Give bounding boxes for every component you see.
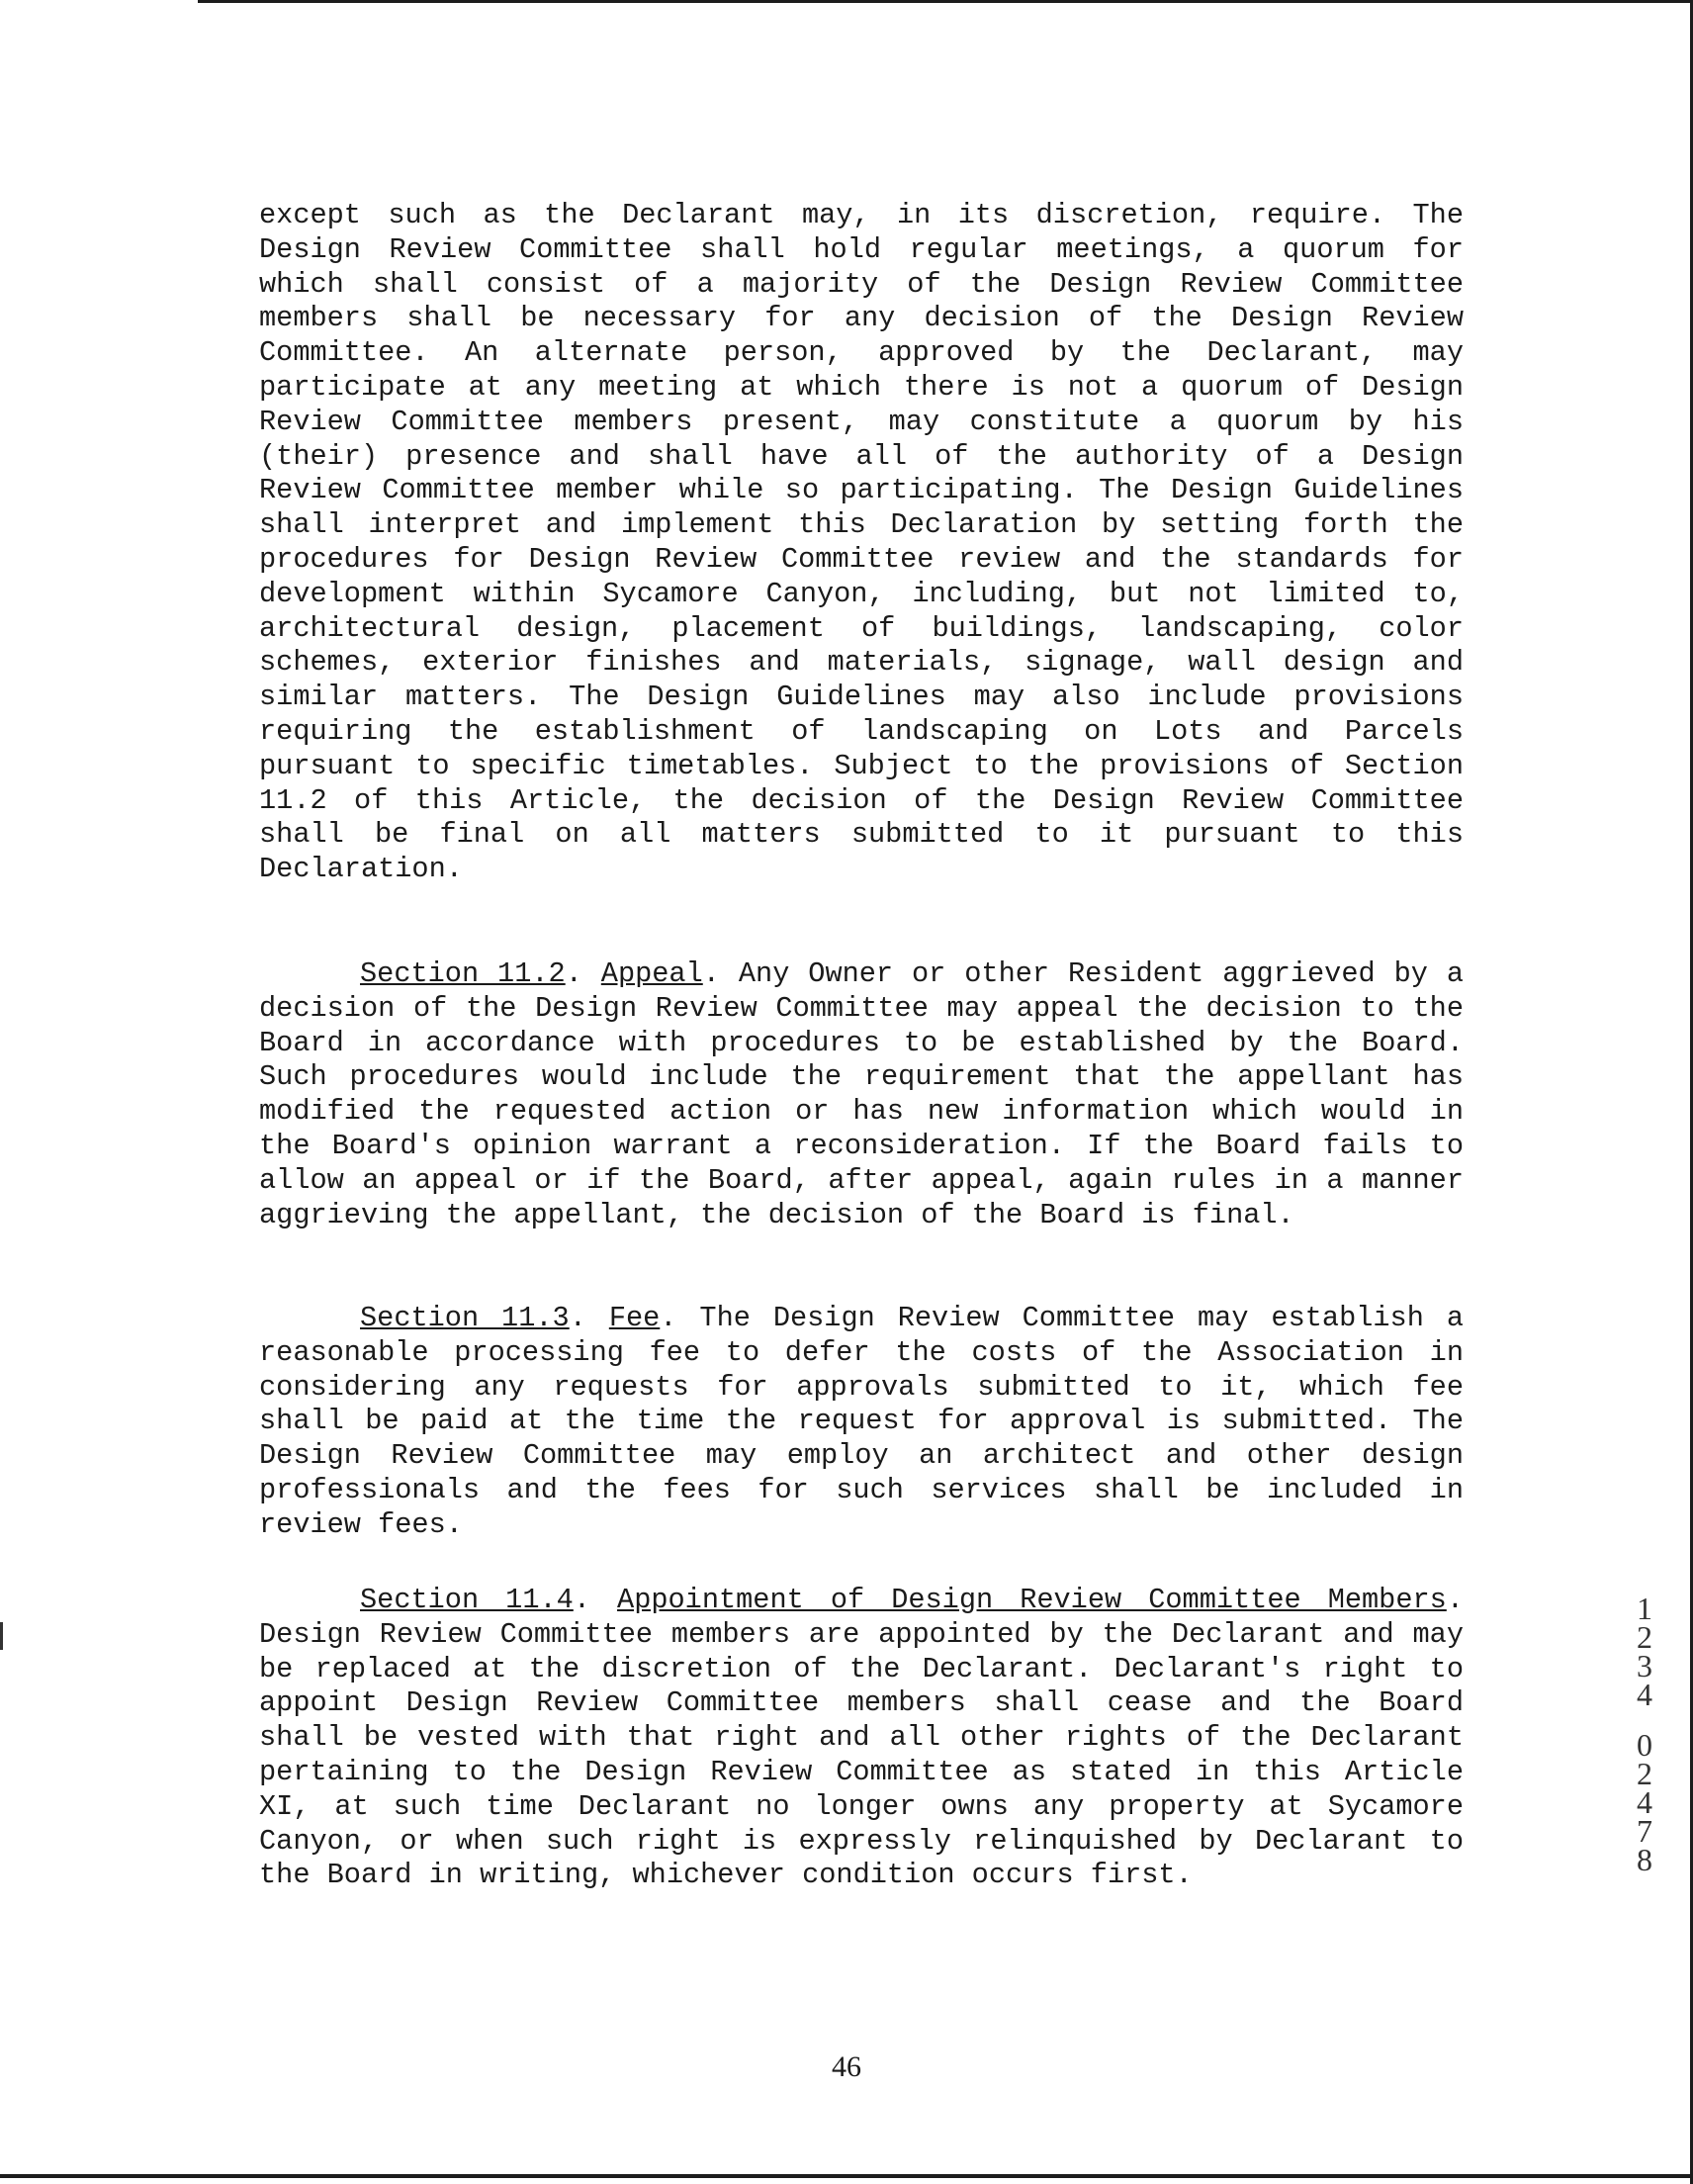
section-number: Section 11.3 (360, 1302, 570, 1334)
section-11-2: Section 11.2. Appeal. Any Owner or other Resident aggrieved by a decision of the Design Review Committee may appeal the decision to the Board in accordance with procedures to be established by the Board. Such procedures would include the requirement that the appellant has modified the requested action or has new information which would in the Board's opinion warrant a reconsideration. If the Board fails to allow an appeal or if the Board, after appeal, again rules in a manner aggrieving the appellant, the decision of the Board is final. (259, 957, 1464, 1231)
margin-number-part-b: 02478 (1637, 1727, 1652, 1877)
section-number: Section 11.2 (360, 957, 566, 990)
section-body: The Design Review Committee may establish a reasonable processing fee to defer the costs of the Association in considering any requests for approvals submitted to it, which fee shall be paid at the time the request for approval is submitted. The Design Review Committee may employ an architect and other design professionals and the fees for such services shall be included in review fees. (259, 1302, 1464, 1541)
section-heading: Appeal (600, 957, 703, 990)
section-heading: Appointment of Design Review Committee Members (617, 1584, 1447, 1616)
scan-left-mark (0, 1622, 3, 1650)
paragraph-continued: except such as the Declarant may, in its discretion, require. The Design Review Committee shall hold regular meetings, a quorum for which shall consist of a majority of the Design Review Committee members shall be necessary for any decision of the Design Review Committee. An alternate person, approved by the Declarant, may participate at any meeting at which there is not a quorum of Design Review Committee members present, may constitute a quorum by his (their) presence and shall have all of the authority of a Design Review Committee member while so participating. The Design Guidelines shall interpret and implement this Declaration by setting forth the procedures for Design Review Committee review and the standards for development within Sycamore Canyon, including, but not limited to, architectural design, placement of buildings, landscaping, color schemes, exterior finishes and materials, signage, wall design and similar matters. The Design Guidelines may also include provisions requiring the establishment of landscaping on Lots and Parcels pursuant to specific timetables. Subject to the provisions of Section 11.2 of this Article, the decision of the Design Review Committee shall be final on all matters submitted to it pursuant to this Declaration. (259, 199, 1464, 886)
scan-bottom-border (0, 2174, 1693, 2178)
scan-top-border (198, 0, 1693, 3)
margin-record-number (1630, 1591, 1659, 1877)
section-number: Section 11.4 (360, 1584, 574, 1616)
page-number: 46 (832, 2050, 861, 2083)
section-heading: Fee (608, 1302, 661, 1334)
section-11-3: Section 11.3. Fee. The Design Review Committee may establish a reasonable processing fee to defer the costs of the Association in considering any requests for approvals submitted to it, which fee shall be paid at the time the request for approval is submitted. The Design Review Committee may employ an architect and other design professionals and the fees for such services shall be included in review fees. (259, 1302, 1464, 1541)
margin-number-part-a: 1234 (1637, 1591, 1652, 1712)
section-body: Any Owner or other Resident aggrieved by a decision of the Design Review Committee may appeal the decision to the Board in accordance with procedures to be established by the Board. Such procedures would include the requirement that the appellant has modified the requested action or has new information which would in the Board's opinion warrant a reconsideration. If the Board fails to allow an appeal or if the Board, after appeal, again rules in a manner aggrieving the appellant, the decision of the Board is final. (259, 957, 1464, 1231)
section-11-4: Section 11.4. Appointment of Design Review Committee Members. Design Review Committee members are appointed by the Declarant and may be replaced at the discretion of the Declarant. Declarant's right to appoint Design Review Committee members shall cease and the Board shall be vested with that right and all other rights of the Declarant pertaining to the Design Review Committee as stated in this Article XI, at such time Declarant no longer owns any property at Sycamore Canyon, or when such right is expressly relinquished by Declarant to the Board in writing, whichever condition occurs first. (259, 1584, 1464, 1892)
section-body: Design Review Committee members are appointed by the Declarant and may be replaced at the discretion of the Declarant. Declarant's right to appoint Design Review Committee members shall cease and the Board shall be vested with that right and all other rights of the Declarant pertaining to the Design Review Committee as stated in this Article XI, at such time Declarant no longer owns any property at Sycamore Canyon, or when such right is expressly relinquished by Declarant to the Board in writing, whichever condition occurs first. (259, 1617, 1464, 1892)
